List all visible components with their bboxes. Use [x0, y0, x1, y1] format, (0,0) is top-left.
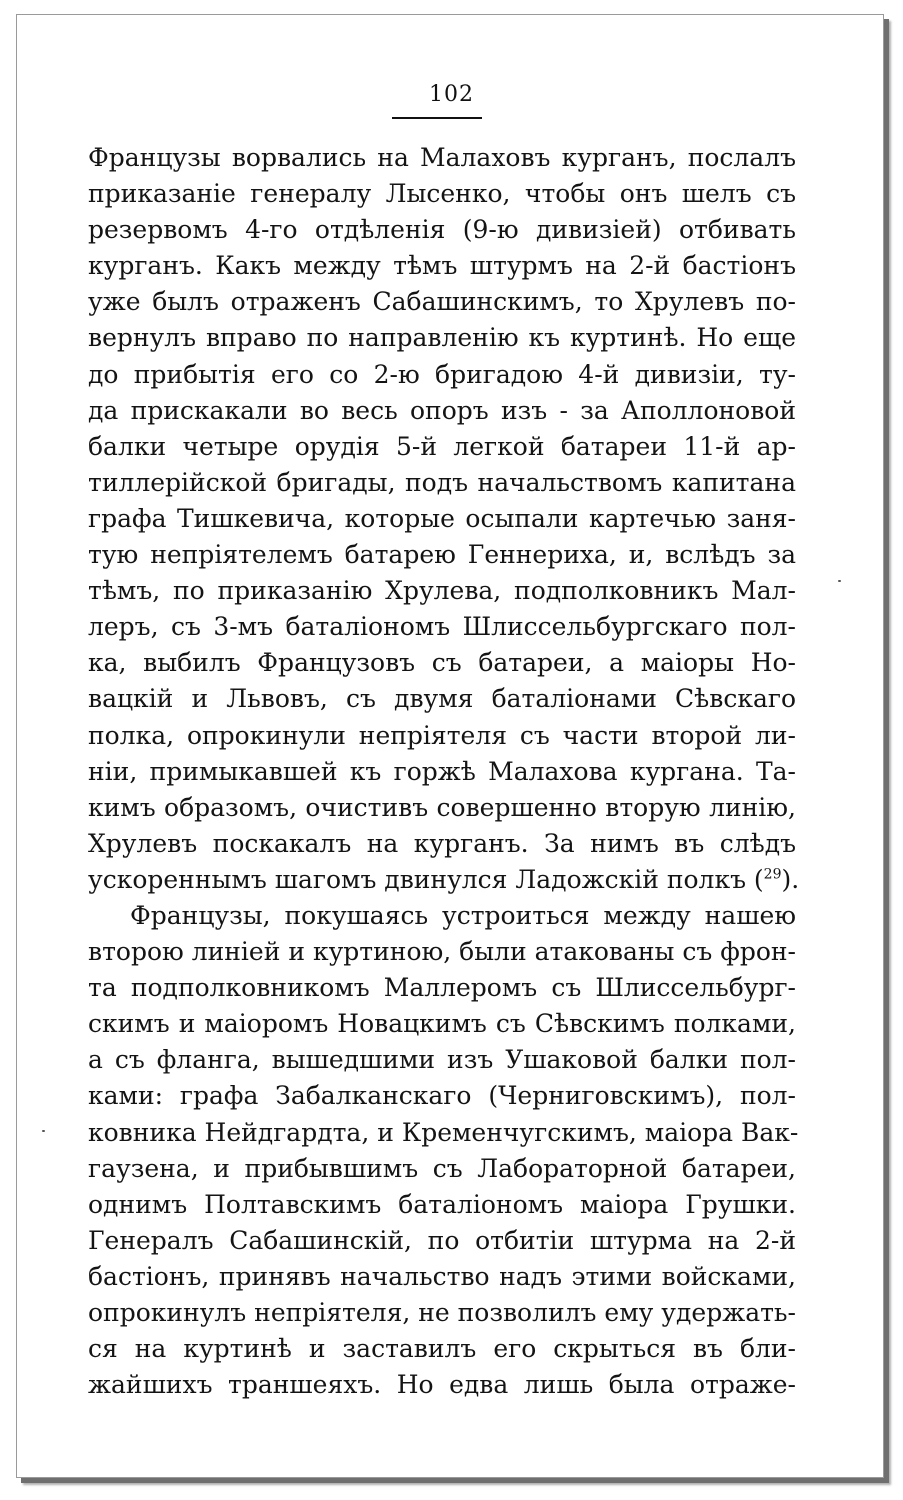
text-line: та подполковникомъ Маллеромъ съ Шлиссельбург-: [88, 973, 796, 1003]
text-line: ками: графа Забалканскаго (Черниговскимъ), пол-: [88, 1081, 796, 1111]
text-line: скимъ и маіоромъ Новацкимъ съ Сѣвскимъ полками,: [88, 1009, 796, 1039]
text-line: кимъ образомъ, очистивъ совершенно вторую линію,: [88, 792, 796, 822]
text-line: жайшихъ траншеяхъ. Но едва лишь была отраже-: [88, 1370, 796, 1400]
paragraph: [88, 140, 800, 898]
text-line: ся на куртинѣ и заставилъ его скрыться въ бли-: [88, 1334, 796, 1364]
text-line: Французы ворвались на Малаховъ курганъ, послалъ: [88, 143, 796, 172]
text-line: резервомъ 4-го отдѣленія (9-ю дивизіей) отбивать: [88, 215, 796, 245]
text-line: [88, 862, 800, 898]
paragraph: [88, 898, 799, 1403]
text-line: леръ, съ 3-мъ баталіономъ Шлиссельбургскаго пол-: [88, 612, 796, 642]
scan-speck: [838, 580, 841, 582]
text-line: ніи, примыкавшей къ горжѣ Малахова кургана. Та-: [88, 756, 796, 786]
text-line: тѣмъ, по приказанію Хрулева, подполковникъ Мал-: [88, 576, 796, 606]
text-line: Французы, покушаясь устроиться между нашею: [130, 900, 796, 930]
text-line: курганъ. Какъ между тѣмъ штурмъ на 2-й бастіонъ: [88, 251, 796, 281]
text-line-body: ускореннымъ шагомъ двинулся Ладожскій полкъ (: [88, 864, 764, 894]
text-line: тиллерійской бригады, подъ начальствомъ капитана: [88, 467, 796, 497]
page-number: 102: [429, 82, 474, 107]
text-line: бастіонъ, принявъ начальство надъ этими войсками,: [88, 1261, 796, 1291]
text-line: однимъ Полтавскимъ баталіономъ маіора Грушки.: [88, 1189, 796, 1219]
text-line: ковника Нейдгардта, и Кременчугскимъ, маіора Вак-: [88, 1117, 799, 1147]
text-line: ка, выбилъ Французовъ съ батареи, а маіоры Но-: [88, 648, 796, 678]
text-line: уже былъ отраженъ Сабашинскимъ, то Хрулевъ по-: [88, 287, 796, 317]
text-line: а съ фланга, вышедшими изъ Ушаковой балки пол-: [88, 1045, 796, 1075]
text-line: вацкій и Львовъ, съ двумя баталіонами Сѣвскаго: [88, 684, 796, 714]
page-number-rule: [392, 117, 482, 119]
text-line: второю линіей и куртиною, были атакованы съ фрон-: [88, 937, 796, 967]
text-line: графа Тишкевича, которые осыпали картечью заня-: [88, 503, 796, 533]
text-line: до прибытія его со 2-ю бригадою 4-й дивизіи, ту-: [88, 359, 796, 389]
text-line-closing: ).: [781, 864, 800, 894]
text-line: Хрулевъ поскакалъ на курганъ. За нимъ въ слѣдъ: [88, 828, 796, 858]
text-line: опрокинулъ непріятеля, не позволилъ ему удержать-: [88, 1298, 796, 1327]
text-line: гаузена, и прибывшимъ съ Лабораторной батареи,: [88, 1153, 796, 1183]
footnote-reference: 29: [763, 866, 782, 883]
text-line: да прискакали во весь опоръ изъ - за Аполлоновой: [88, 395, 796, 425]
text-line: вернулъ вправо по направленію къ куртинѣ. Но еще: [88, 323, 796, 353]
text-line: балки четыре орудія 5-й легкой батареи 11-й ар-: [88, 431, 796, 461]
text-line: полка, опрокинули непріятеля съ части второй ли-: [88, 720, 796, 750]
text-line: приказаніе генералу Лысенко, чтобы онъ шелъ съ: [88, 179, 796, 209]
scan-speck: [42, 1130, 45, 1132]
text-line: тую непріятелемъ батарею Геннериха, и, вслѣдъ за: [88, 540, 796, 570]
body-text: [88, 140, 800, 1403]
text-line: Генералъ Сабашинскій, по отбитіи штурма на 2-й: [88, 1225, 796, 1255]
